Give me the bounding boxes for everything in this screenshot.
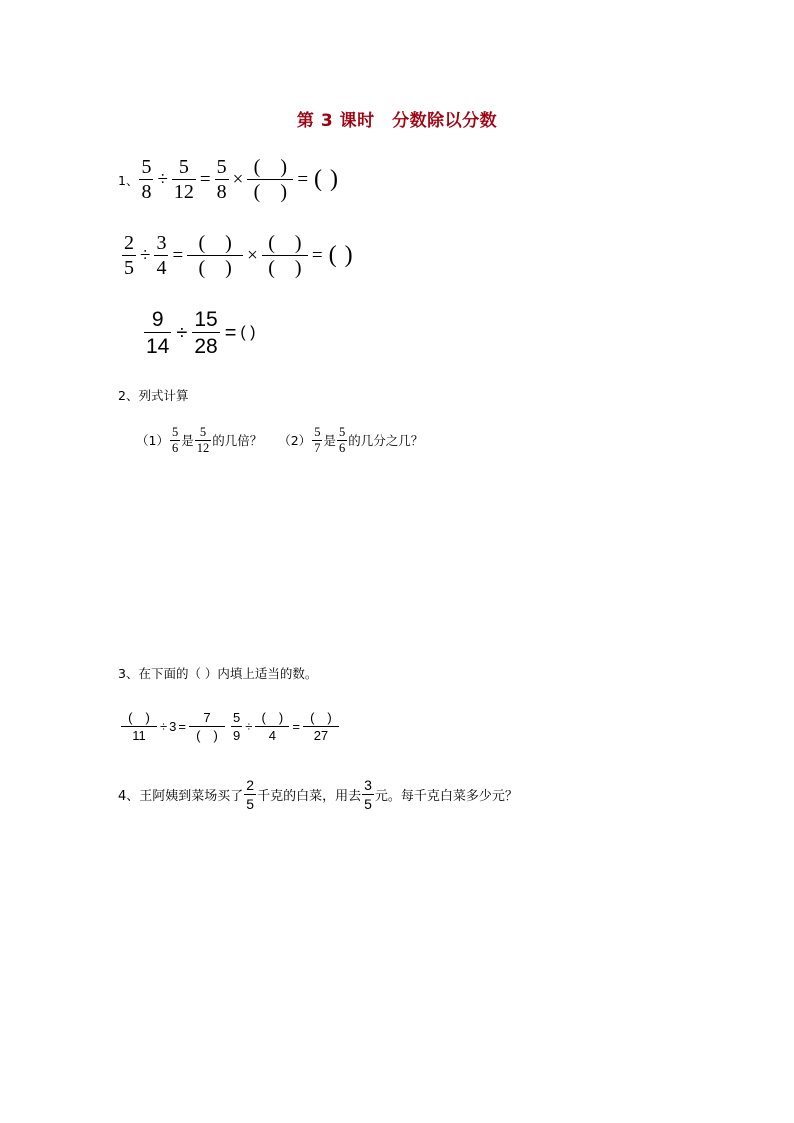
- q2-part1-label: （1）: [136, 433, 169, 448]
- blank-fraction: $\frac{( )}{4}$: [255, 711, 289, 742]
- q2-parts: [136, 426, 423, 454]
- answer-blank: ( ): [328, 242, 354, 268]
- q1-line1: [118, 157, 339, 202]
- q4-suffix: 元。每千克白菜多少元？: [374, 789, 518, 804]
- equals-sign: =: [178, 719, 186, 734]
- divide-sign: ÷: [245, 719, 253, 734]
- times-sign: ×: [247, 244, 258, 266]
- page-title: 第 3 课时 分数除以分数: [296, 111, 498, 131]
- equals-sign: =: [199, 168, 211, 190]
- divide-sign: ÷: [157, 168, 168, 190]
- blank-fraction: $\frac{( )}{( )}$: [247, 157, 293, 202]
- fraction: $\frac{5}{6}$: [171, 425, 179, 455]
- blank-fraction: $\frac{( )}{11}$: [121, 711, 157, 742]
- q2-part2-tail: 的几分之几？: [348, 433, 424, 448]
- fraction: $\frac{5}{7}$: [314, 425, 321, 455]
- fraction: $\frac{9}{14}$: [146, 308, 170, 358]
- fraction: $\frac{5}{6}$: [338, 425, 346, 455]
- fraction: $\frac{15}{28}$: [194, 308, 218, 358]
- fraction: $\frac{5}{9}$: [232, 710, 241, 743]
- equals-sign: =: [297, 168, 309, 190]
- divide-sign: ÷: [160, 719, 168, 734]
- q3-divisor: 3: [169, 719, 177, 734]
- fraction: $\frac{5}{8}$: [141, 156, 152, 203]
- q4-middle: 千克的白菜，用去: [257, 789, 362, 804]
- q4-text: [118, 778, 518, 811]
- q2-part1-is: 是: [181, 433, 194, 448]
- fraction: $\frac{3}{5}$: [364, 777, 372, 812]
- times-sign: ×: [232, 168, 244, 190]
- equals-sign: =: [292, 719, 300, 734]
- fraction: $\frac{5}{8}$: [216, 156, 227, 203]
- blank-fraction: $\frac{( )}{( )}$: [262, 233, 308, 278]
- fraction: $\frac{2}{5}$: [246, 777, 255, 812]
- q4-prefix: 4、王阿姨到菜场买了: [118, 789, 244, 804]
- q1-line3: [143, 309, 256, 357]
- equals-sign: =: [224, 321, 237, 344]
- equals-sign: =: [172, 244, 184, 266]
- q3-heading: 3、在下面的（ ）内填上适当的数。: [118, 666, 318, 681]
- q1-line2: [121, 233, 354, 278]
- q2-part1-tail: 的几倍？: [212, 433, 263, 448]
- q1-label: 1、: [118, 172, 139, 188]
- equals-sign: =: [311, 244, 323, 266]
- blank-fraction: $\frac{( )}{( )}$: [187, 233, 243, 278]
- q2-part2-is: 是: [323, 433, 336, 448]
- answer-blank: ( ): [240, 324, 256, 341]
- blank-fraction: $\frac{7}{( )}$: [189, 711, 225, 742]
- fraction: $\frac{2}{5}$: [124, 232, 134, 279]
- q1-equation-1: [138, 157, 339, 202]
- divide-sign: ÷: [140, 244, 151, 266]
- divide-sign: ÷: [176, 321, 188, 344]
- fraction: $\frac{5}{12}$: [173, 156, 194, 203]
- q2-heading: 2、列式计算: [118, 388, 189, 403]
- answer-blank: ( ): [314, 166, 340, 192]
- fraction: $\frac{3}{4}$: [156, 232, 167, 279]
- blank-fraction: $\frac{( )}{27}$: [303, 711, 339, 742]
- fraction: $\frac{5}{12}$: [196, 425, 210, 455]
- q3-equations: [120, 711, 340, 742]
- q2-part2-label: （2）: [278, 433, 312, 448]
